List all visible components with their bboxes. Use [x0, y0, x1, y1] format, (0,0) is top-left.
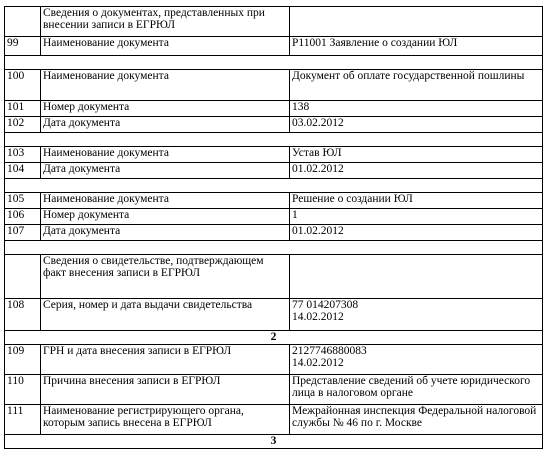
row-number: 110 [5, 375, 41, 405]
spacer-cell [5, 56, 543, 70]
empty-cell [5, 7, 41, 37]
field-name: Номер документа [41, 209, 290, 225]
field-value: 03.02.2012 [290, 117, 543, 133]
field-name: Наименование документа [41, 70, 290, 101]
row-number: 109 [5, 345, 41, 375]
field-value: Представление сведений об учете юридического лица в налоговом органе [290, 375, 543, 405]
table-row [5, 299, 543, 331]
spacer-row [5, 179, 543, 193]
field-name: Дата документа [41, 163, 290, 179]
table-row [5, 70, 543, 101]
field-value: 1 [290, 209, 543, 225]
row-number: 111 [5, 405, 41, 435]
empty-cell [5, 255, 41, 299]
field-value: Устав ЮЛ [290, 147, 543, 163]
page-number-row [5, 435, 543, 449]
page-number-row [5, 331, 543, 345]
spacer-row [5, 241, 543, 255]
spacer-row [5, 56, 543, 70]
row-number: 99 [5, 37, 41, 56]
field-name: ГРН и дата внесения записи в ЕГРЮЛ [41, 345, 290, 375]
section-title: Сведения о документах, представленных при внесении записи в ЕГРЮЛ [41, 7, 290, 37]
section-header-row [5, 255, 543, 299]
row-number: 102 [5, 117, 41, 133]
field-name: Причина внесения записи в ЕГРЮЛ [41, 375, 290, 405]
field-value: 01.02.2012 [290, 225, 543, 241]
spacer-cell [5, 133, 543, 147]
row-number: 106 [5, 209, 41, 225]
field-value: Р11001 Заявление о создании ЮЛ [290, 37, 543, 56]
field-value: 77 014207308 14.02.2012 [290, 299, 543, 331]
spacer-cell [5, 241, 543, 255]
field-name: Номер документа [41, 101, 290, 117]
row-number: 105 [5, 193, 41, 209]
table-row [5, 225, 543, 241]
spacer-row [5, 133, 543, 147]
page-number: 3 [5, 435, 543, 449]
table-row [5, 193, 543, 209]
field-name: Наименование документа [41, 147, 290, 163]
empty-cell [290, 7, 543, 37]
field-value: 138 [290, 101, 543, 117]
page-number: 2 [5, 331, 543, 345]
row-number: 100 [5, 70, 41, 101]
field-value: Решение о создании ЮЛ [290, 193, 543, 209]
field-name: Наименование регистрирующего органа, которым запись внесена в ЕГРЮЛ [41, 405, 290, 435]
field-name: Серия, номер и дата выдачи свидетельства [41, 299, 290, 331]
field-name: Дата документа [41, 225, 290, 241]
field-name: Дата документа [41, 117, 290, 133]
empty-cell [290, 255, 543, 299]
section-title: Сведения о свидетельстве, подтверждающем факт внесения записи в ЕГРЮЛ [41, 255, 290, 299]
spacer-cell [5, 179, 543, 193]
table-row [5, 101, 543, 117]
table-row [5, 405, 543, 435]
table-row [5, 375, 543, 405]
egrul-extract-table [4, 6, 543, 449]
table-row [5, 163, 543, 179]
field-name: Наименование документа [41, 37, 290, 56]
row-number: 104 [5, 163, 41, 179]
row-number: 103 [5, 147, 41, 163]
field-value: 01.02.2012 [290, 163, 543, 179]
table-row [5, 147, 543, 163]
table-row [5, 37, 543, 56]
row-number: 101 [5, 101, 41, 117]
field-value: 2127746880083 14.02.2012 [290, 345, 543, 375]
row-number: 108 [5, 299, 41, 331]
field-name: Наименование документа [41, 193, 290, 209]
table-row [5, 345, 543, 375]
table-row [5, 117, 543, 133]
section-header-row [5, 7, 543, 37]
field-value: Межрайонная инспекция Федеральной налоговой службы № 46 по г. Москве [290, 405, 543, 435]
table-body [5, 7, 543, 449]
row-number: 107 [5, 225, 41, 241]
field-value: Документ об оплате государственной пошлины [290, 70, 543, 101]
table-row [5, 209, 543, 225]
